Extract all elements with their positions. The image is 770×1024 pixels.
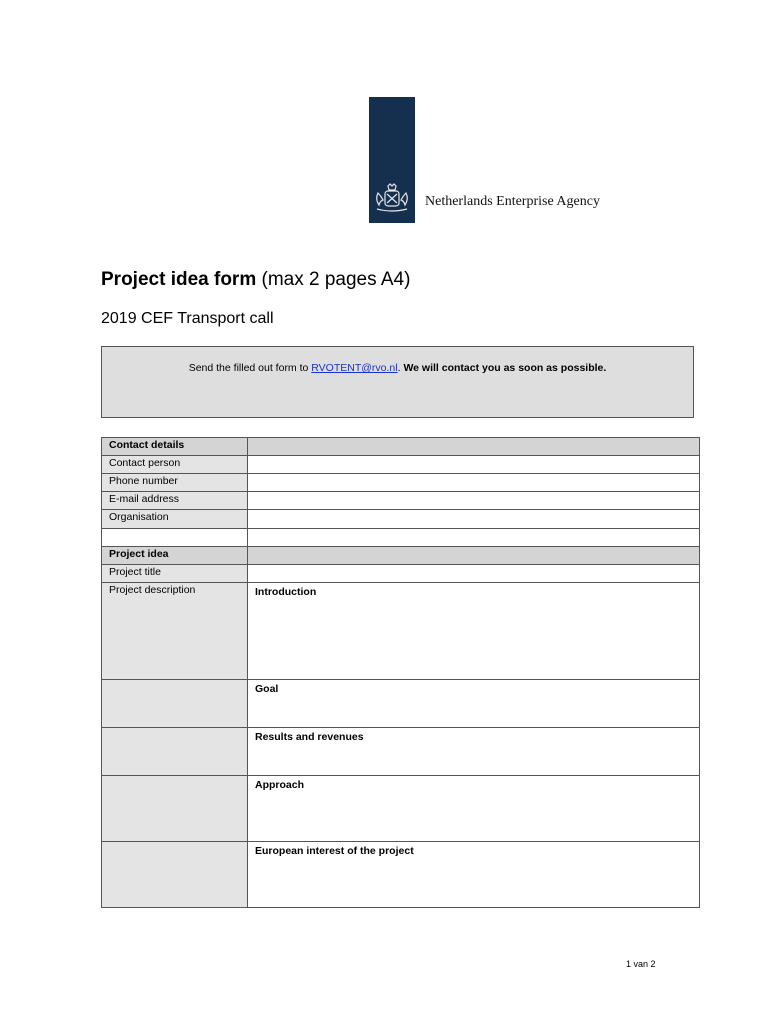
phone-number-label: Phone number [102, 474, 248, 492]
introduction-field[interactable]: Introduction [248, 583, 700, 680]
title-rest: (max 2 pages A4) [256, 269, 411, 290]
notice-text [102, 362, 693, 374]
page-title [101, 269, 410, 291]
results-field[interactable]: Results and revenues [248, 728, 700, 776]
notice-bold: We will contact you as soon as possible. [403, 362, 607, 374]
contact-header-blank [248, 438, 700, 456]
organisation-row [102, 510, 700, 529]
european-interest-row [102, 842, 700, 908]
goal-field[interactable]: Goal [248, 680, 700, 728]
page-subtitle: 2019 CEF Transport call [101, 310, 274, 327]
contact-person-label: Contact person [102, 456, 248, 474]
phone-row [102, 474, 700, 492]
project-title-row [102, 565, 700, 583]
notice-prefix: Send the filled out form to [188, 362, 312, 374]
results-label-cell [102, 728, 248, 776]
contact-person-field[interactable] [248, 456, 700, 474]
project-form-table [101, 437, 700, 908]
agency-logo [369, 97, 415, 223]
contact-details-header: Contact details [102, 438, 248, 456]
email-address-label: E-mail address [102, 492, 248, 510]
project-section-row [102, 547, 700, 565]
notice-box [101, 346, 694, 418]
royal-crest-icon [374, 183, 410, 213]
agency-name: Netherlands Enterprise Agency [425, 194, 600, 209]
contact-person-row [102, 456, 700, 474]
approach-row [102, 776, 700, 842]
page-number: 1 van 2 [626, 959, 656, 969]
project-description-label: Project description [102, 583, 248, 680]
european-interest-label-cell [102, 842, 248, 908]
introduction-row [102, 583, 700, 680]
goal-row [102, 680, 700, 728]
spacer-cell-right [248, 529, 700, 547]
approach-field[interactable]: Approach [248, 776, 700, 842]
phone-number-field[interactable] [248, 474, 700, 492]
email-row [102, 492, 700, 510]
goal-label-cell [102, 680, 248, 728]
project-idea-header: Project idea [102, 547, 248, 565]
european-interest-field[interactable]: European interest of the project [248, 842, 700, 908]
organisation-field[interactable] [248, 510, 700, 529]
approach-label-cell [102, 776, 248, 842]
results-row [102, 728, 700, 776]
spacer-cell-left [102, 529, 248, 547]
notice-suffix: . [397, 362, 404, 374]
project-title-field[interactable] [248, 565, 700, 583]
organisation-label: Organisation [102, 510, 248, 529]
title-bold: Project idea form [101, 269, 257, 290]
project-header-blank [248, 547, 700, 565]
email-address-field[interactable] [248, 492, 700, 510]
project-title-label: Project title [102, 565, 248, 583]
contact-section-row [102, 438, 700, 456]
email-link[interactable]: RVOTENT@rvo.nl [311, 362, 398, 374]
spacer-row [102, 529, 700, 547]
